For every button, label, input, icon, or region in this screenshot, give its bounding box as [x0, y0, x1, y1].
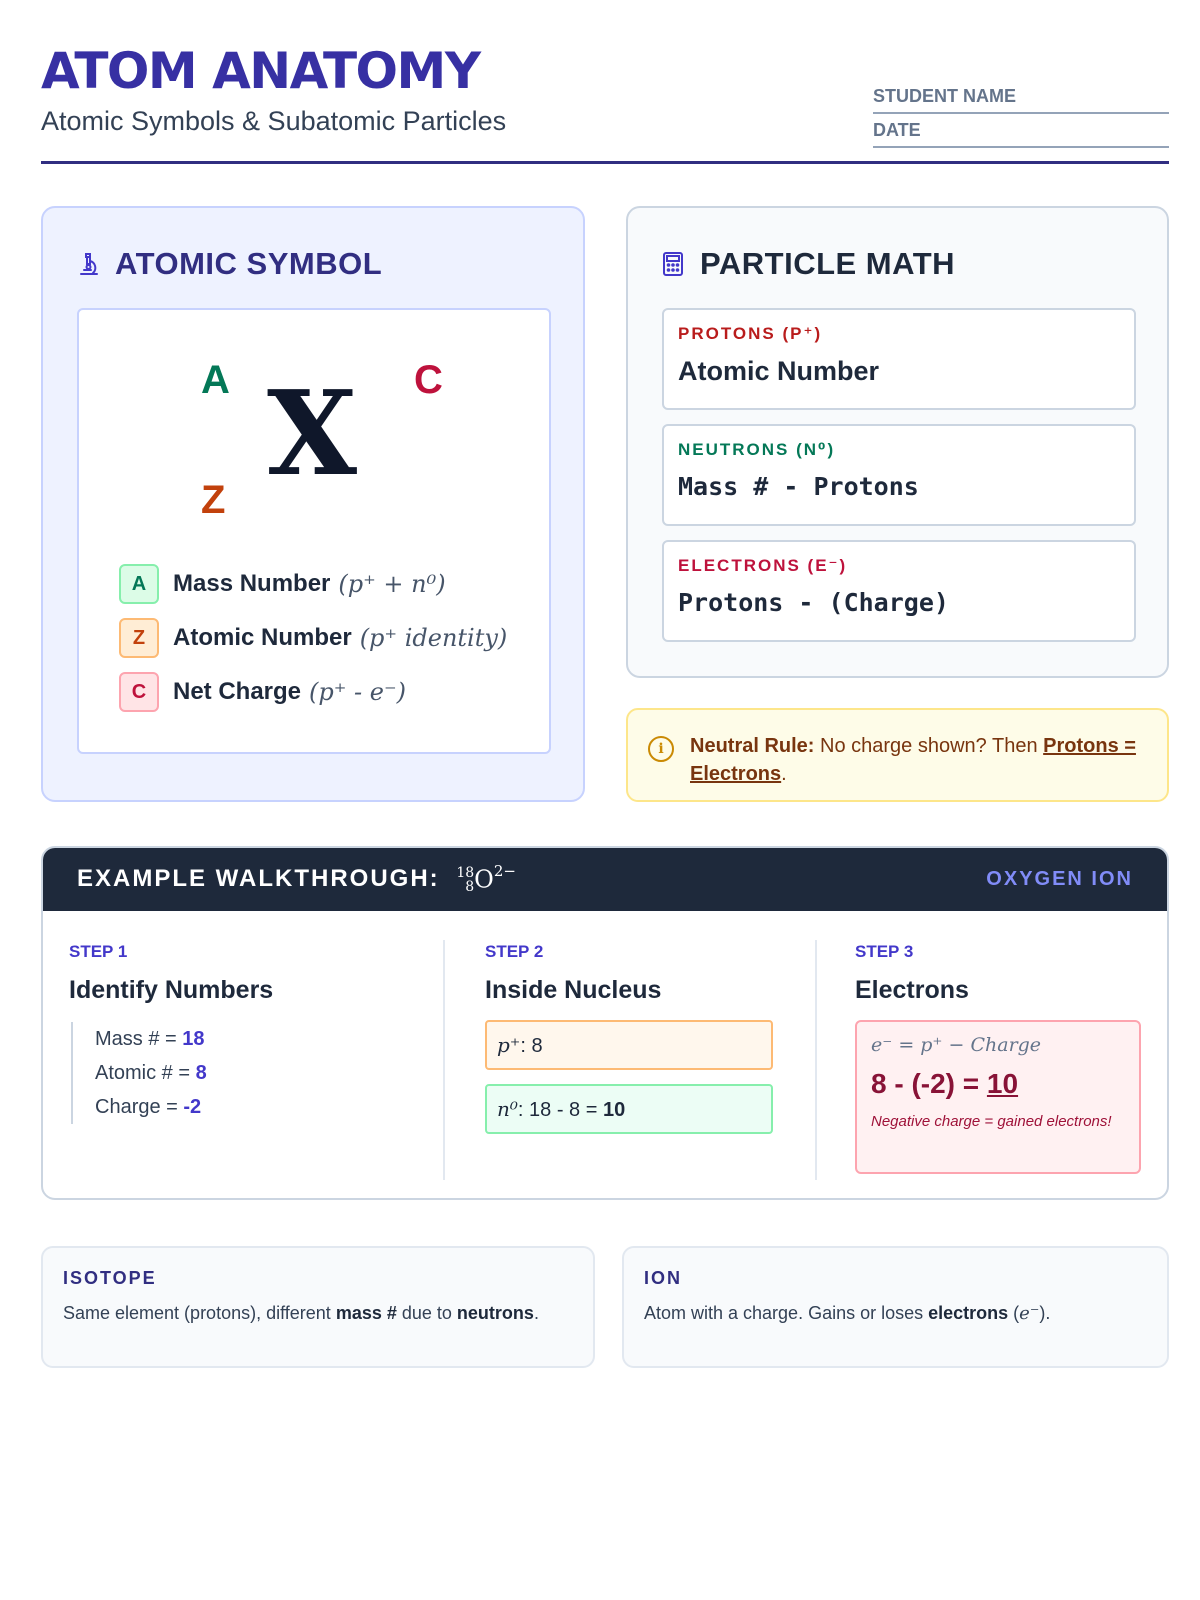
protons-row [662, 308, 1136, 410]
list-item: Mass # = 18 [95, 1028, 205, 1050]
neutrons-value: Mass # - Protons [678, 472, 919, 501]
walkthrough-header [43, 848, 1167, 911]
symbol-legend [119, 564, 507, 726]
element-symbol-letter: X [267, 366, 358, 502]
atomic-symbol-card [41, 206, 585, 802]
neutrons-count-box: n⁰: 18 - 8 = 10 [485, 1084, 773, 1134]
atomic-number-letter: Z [201, 478, 226, 522]
step-kicker: STEP 1 [69, 942, 128, 961]
page-header [41, 40, 1169, 164]
protons-value: Atomic Number [678, 356, 880, 386]
neutrons-kicker: NEUTRONS (N⁰) [678, 440, 836, 459]
legend-badge: A [119, 564, 159, 604]
walkthrough-title: EXAMPLE WALKTHROUGH: 18 8 $O^{2-}$ [77, 862, 516, 895]
mass-number-letter: A [201, 358, 230, 402]
legend-badge: C [119, 672, 159, 712]
electrons-note: Negative charge = gained electrons! [871, 1113, 1112, 1130]
legend-item-atomic [119, 618, 507, 658]
atomic-symbol-title: ATOMIC SYMBOL [115, 246, 383, 281]
legend-formula: (p⁺ + n⁰) [338, 569, 446, 598]
legend-label: Mass Number [173, 570, 331, 597]
page-subtitle: Atomic Symbols & Subatomic Particles [41, 106, 507, 136]
electrons-calc-box [855, 1020, 1141, 1174]
step-divider [815, 940, 817, 1180]
calculator-icon [662, 251, 686, 277]
student-name-field[interactable]: STUDENT NAME [873, 80, 1169, 114]
protons-kicker: PROTONS (P⁺) [678, 324, 823, 343]
electrons-formula: e⁻ = p⁺ − Charge [871, 1034, 1042, 1056]
neutrons-row [662, 424, 1136, 526]
legend-label: Net Charge [173, 678, 302, 705]
list-item: Charge = -2 [95, 1096, 202, 1118]
list-item: Atomic # = 8 [95, 1062, 207, 1084]
step-2 [485, 942, 661, 1005]
example-walkthrough [41, 846, 1169, 1200]
particle-math-heading [662, 246, 955, 282]
charge-letter: C [414, 358, 443, 402]
electrons-row [662, 540, 1136, 642]
legend-formula: (p⁺ identity) [359, 623, 508, 652]
page-title: ATOM ANATOMY [41, 42, 480, 100]
legend-item-charge [119, 672, 507, 712]
definition-text: Same element (protons), different mass # due to neutrons. [63, 1303, 539, 1323]
step-divider [443, 940, 445, 1180]
legend-formula: (p⁺ - e⁻) [309, 677, 407, 706]
step-3 [855, 942, 969, 1005]
neutral-rule-callout [626, 708, 1169, 802]
definition-text: Atom with a charge. Gains or loses electrons (e⁻). [644, 1303, 1051, 1324]
isotope-notation: 18 8 $O^{2-}$ [456, 862, 516, 895]
electrons-value: Protons - (Charge) [678, 588, 949, 617]
symbol-diagram [77, 308, 551, 754]
info-icon: i [648, 736, 674, 762]
step-kicker: STEP 2 [485, 942, 544, 961]
definition-term: ISOTOPE [63, 1268, 157, 1288]
neutral-rule-text: Neutral Rule: No charge shown? Then Protons = Electrons. [690, 735, 1136, 785]
particle-math-title: PARTICLE MATH [700, 246, 956, 281]
step-heading: Electrons [855, 976, 969, 1004]
identify-numbers-list [71, 1022, 207, 1124]
step-heading: Identify Numbers [69, 976, 274, 1004]
isotope-definition [41, 1246, 595, 1368]
electrons-kicker: ELECTRONS (E⁻) [678, 556, 848, 575]
step-heading: Inside Nucleus [485, 976, 662, 1004]
particle-math-card [626, 206, 1169, 678]
electrons-calculation: 8 - (-2) = 10 [871, 1068, 1019, 1099]
step-kicker: STEP 3 [855, 942, 914, 961]
definition-term: ION [644, 1268, 683, 1288]
atomic-symbol-heading [77, 246, 382, 282]
legend-label: Atomic Number [173, 624, 352, 651]
step-1 [69, 942, 273, 1005]
ion-definition [622, 1246, 1169, 1368]
student-fields [873, 80, 1169, 148]
protons-count-box: p⁺: 8 [485, 1020, 773, 1070]
legend-badge: Z [119, 618, 159, 658]
legend-item-mass [119, 564, 507, 604]
microscope-icon [77, 251, 101, 277]
date-field[interactable]: DATE [873, 114, 1169, 148]
walkthrough-tag: OXYGEN ION [986, 868, 1133, 890]
